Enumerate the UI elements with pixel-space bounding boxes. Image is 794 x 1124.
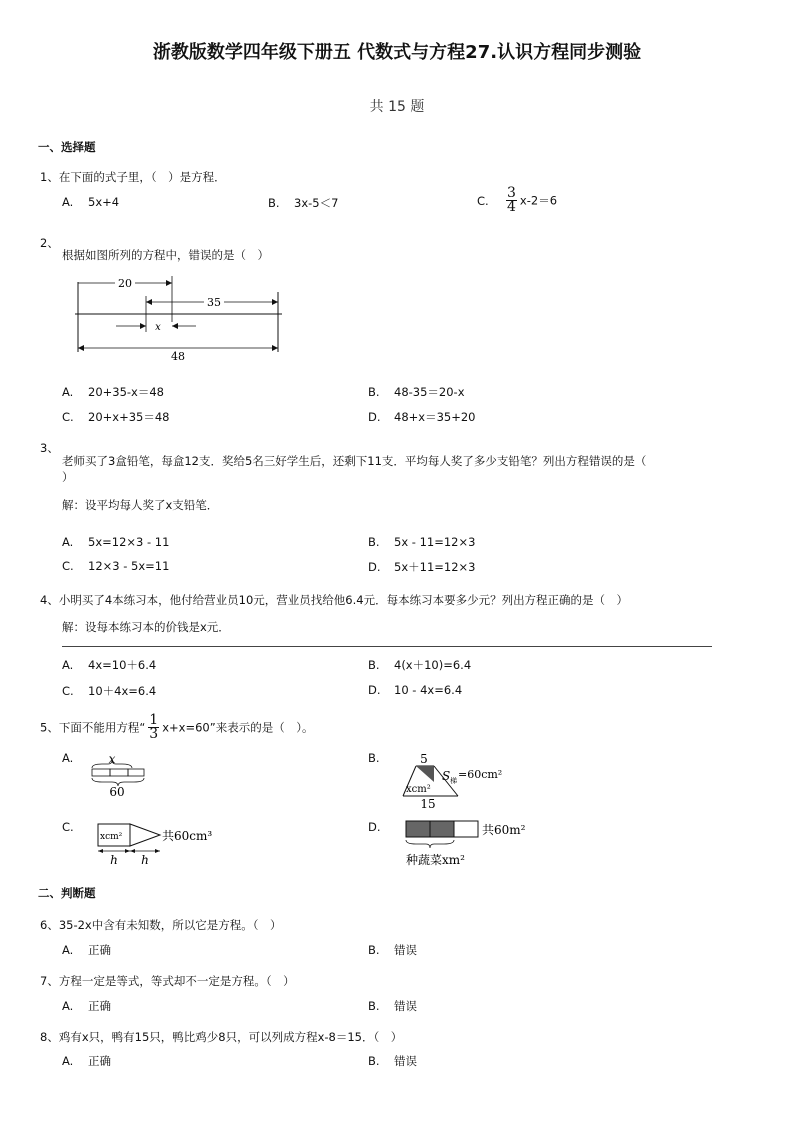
option-text: 5x+4	[88, 195, 120, 209]
option-key: C.	[62, 410, 74, 424]
question-text-pre: 下面不能用方程“	[58, 720, 146, 735]
option-key: D.	[368, 683, 381, 697]
question-2-text: 根据如图所列的方程中，错误的是（ ）	[62, 248, 269, 262]
option-text: 48+x＝35+20	[394, 410, 476, 424]
q2-option-c[interactable]	[62, 409, 169, 425]
q3-option-d[interactable]	[368, 559, 475, 575]
fraction: $\frac{1}{3}$	[149, 712, 159, 742]
q4-option-b[interactable]	[368, 657, 471, 673]
fig-a-total: 60	[109, 785, 125, 798]
option-key: A.	[62, 1054, 74, 1068]
option-key: C.	[477, 193, 489, 208]
fig-d-label: 种蔬菜xm²	[406, 853, 465, 867]
question-number: 4、	[40, 593, 59, 607]
q2-option-a[interactable]	[62, 384, 164, 400]
q3-option-c[interactable]	[62, 559, 169, 573]
divider	[62, 646, 712, 647]
q4-option-a[interactable]	[62, 657, 156, 673]
fig-a-x: x	[108, 752, 116, 766]
fig-c-h2: h	[141, 853, 149, 867]
option-key: A.	[62, 535, 74, 549]
question-text-post: x+x=60”来表示的是（ ）。	[162, 720, 314, 735]
option-key: B.	[368, 999, 380, 1013]
option-key: B.	[268, 196, 280, 210]
q1-option-b[interactable]	[268, 195, 338, 211]
question-2-number: 2、	[40, 236, 59, 250]
option-text: x-2＝6	[519, 193, 558, 208]
option-key: C.	[62, 684, 74, 698]
q6-option-b[interactable]	[368, 942, 417, 958]
q8-option-a[interactable]	[62, 1053, 111, 1069]
fig-d-total: 共60m²	[482, 823, 526, 837]
question-number: 8、	[40, 1030, 59, 1044]
option-key: A.	[62, 658, 74, 672]
q5-figure-d	[404, 816, 534, 872]
q5-figure-a	[86, 752, 150, 798]
question-number: 7、	[40, 974, 59, 988]
option-text: 48-35＝20-x	[394, 385, 465, 399]
option-text: 正确	[88, 1054, 111, 1068]
q7-option-a[interactable]	[62, 998, 111, 1014]
q4-option-c[interactable]	[62, 683, 156, 699]
fig-b-bottom: 15	[420, 797, 436, 810]
option-key: C.	[62, 559, 74, 573]
fig-b-top: 5	[420, 752, 428, 766]
label-48: 48	[171, 350, 185, 363]
q5-option-d-key[interactable]: D.	[368, 820, 381, 834]
option-key: B.	[368, 658, 380, 672]
option-text: 5x＋11=12×3	[394, 560, 476, 574]
q6-option-a[interactable]	[62, 942, 111, 958]
question-3-solution: 解：设平均每人奖了x支铅笔．	[62, 498, 219, 512]
question-number: 1、	[40, 170, 59, 184]
page-title: 浙教版数学四年级下册五 代数式与方程27.认识方程同步测验	[152, 42, 642, 63]
question-5	[40, 714, 313, 741]
option-text: 正确	[88, 999, 111, 1013]
fig-c-x: xcm²	[100, 832, 123, 842]
question-count: 共 15 题	[369, 99, 425, 115]
q4-option-d[interactable]	[368, 683, 462, 697]
option-text: 3x-5＜7	[294, 196, 339, 210]
q1-option-a[interactable]	[62, 195, 119, 209]
question-3-number: 3、	[40, 441, 59, 455]
q5-option-b-key[interactable]: B.	[368, 751, 380, 765]
q5-figure-c	[96, 820, 222, 868]
question-7	[40, 973, 295, 989]
option-text: 错误	[394, 999, 417, 1013]
question-text: 小明买了4本练习本，他付给营业员10元，营业员找给他6.4元．每本练习本要多少元？列出方程正确的是（ ）	[58, 593, 629, 607]
option-text: 10＋4x=6.4	[88, 684, 157, 698]
option-key: B.	[368, 943, 380, 957]
question-3-text-cont: ）	[62, 470, 74, 484]
question-number: 6、	[40, 918, 59, 932]
fraction: $\frac{3}{4}$	[507, 185, 516, 215]
question-8	[40, 1029, 402, 1045]
option-text: 12×3 - 5x=11	[88, 559, 170, 573]
question-1	[40, 169, 226, 185]
fig-b-sub: 梯	[450, 777, 457, 785]
label-20: 20	[118, 277, 132, 290]
q2-option-d[interactable]	[368, 409, 475, 425]
option-text: 20+x+35＝48	[88, 410, 170, 424]
question-text: 鸡有x只，鸭有15只，鸭比鸡少8只，可以列成方程x-8＝15．（ ）	[58, 1030, 403, 1044]
option-text: 5x - 11=12×3	[394, 535, 476, 549]
fig-b-s: S	[442, 769, 451, 783]
option-key: A.	[62, 999, 74, 1013]
q1-option-c[interactable]	[477, 187, 557, 214]
option-key: A.	[62, 943, 74, 957]
option-key: B.	[368, 535, 380, 549]
option-text: 正确	[88, 943, 111, 957]
question-3-text: 老师买了3盒铅笔，每盒12支．奖给5名三好学生后，还剩下11支．平均每人奖了多少支铅笔？列出方程错误的是（	[62, 454, 647, 468]
section-heading-choice: 一、选择题	[38, 140, 96, 154]
label-35: 35	[207, 296, 221, 309]
option-text: 4(x＋10)=6.4	[394, 658, 472, 672]
q8-option-b[interactable]	[368, 1053, 417, 1069]
question-text: 35-2x中含有未知数，所以它是方程。（ ）	[58, 918, 282, 932]
fig-c-total: 共60cm³	[162, 829, 213, 843]
question-4-solution: 解：设每本练习本的价钱是x元．	[62, 620, 230, 634]
question-text: 方程一定是等式，等式却不一定是方程。（ ）	[58, 974, 295, 988]
option-text: 20+35-x＝48	[88, 385, 164, 399]
q3-option-b[interactable]	[368, 535, 475, 549]
question-6	[40, 917, 281, 933]
option-text: 10 - 4x=6.4	[394, 683, 463, 697]
fig-b-x: xcm²	[406, 784, 431, 795]
label-x: x	[155, 322, 161, 333]
q2-segment-diagram	[70, 272, 290, 364]
option-text: 错误	[394, 943, 417, 957]
fig-c-h1: h	[110, 853, 118, 867]
option-key: D.	[368, 560, 381, 574]
option-key: B.	[368, 385, 380, 399]
option-text: 错误	[394, 1054, 417, 1068]
q5-figure-b	[400, 750, 510, 810]
option-key: A.	[62, 385, 74, 399]
option-text: 5x=12×3 - 11	[88, 535, 170, 549]
q5-option-a-key[interactable]: A.	[62, 751, 74, 765]
q2-option-b[interactable]	[368, 384, 465, 400]
option-text: 4x=10＋6.4	[88, 658, 157, 672]
question-text: 在下面的式子里，（ ）是方程．	[58, 170, 226, 184]
question-4	[40, 592, 628, 608]
question-number: 5、	[40, 720, 59, 735]
fig-b-area: =60cm²	[458, 768, 503, 781]
option-key: B.	[368, 1054, 380, 1068]
section-heading-judge: 二、判断题	[38, 886, 96, 900]
q3-option-a[interactable]	[62, 535, 169, 549]
q5-option-c-key[interactable]: C.	[62, 820, 74, 834]
option-key: D.	[368, 410, 381, 424]
option-key: A.	[62, 195, 74, 209]
q7-option-b[interactable]	[368, 998, 417, 1014]
